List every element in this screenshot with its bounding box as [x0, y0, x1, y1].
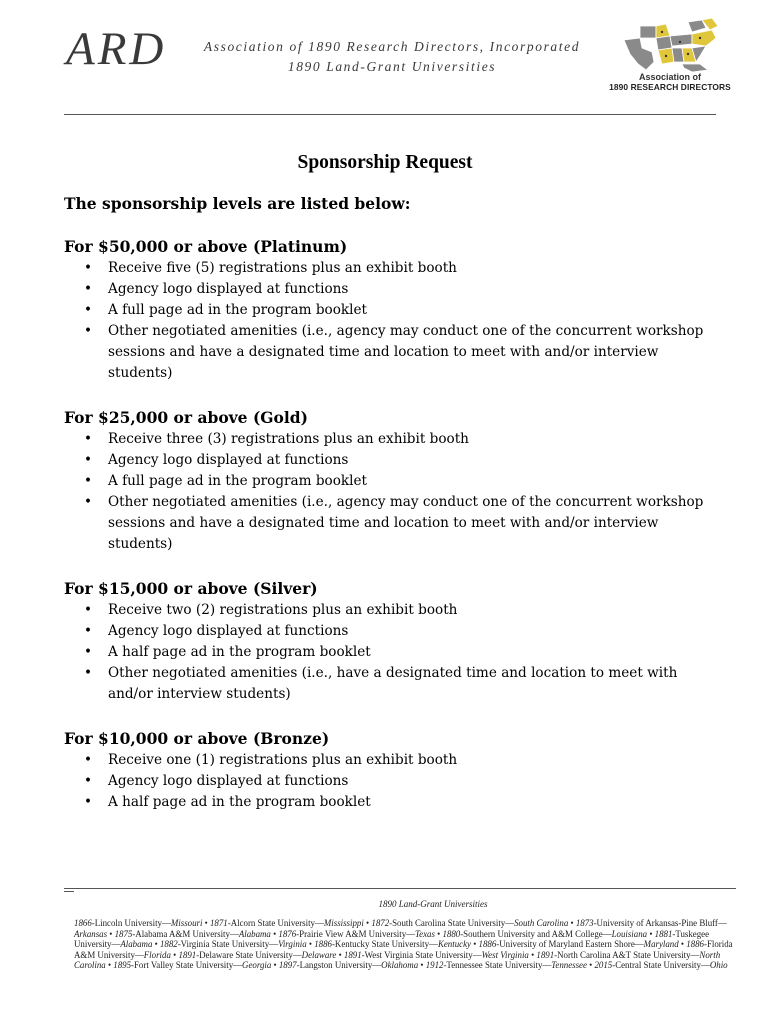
benefit-list — [64, 429, 704, 555]
benefit-item: • Agency logo displayed at functions — [64, 771, 704, 792]
university-state: Texas — [415, 928, 435, 939]
university-entry — [115, 929, 271, 939]
university-entry — [314, 939, 471, 949]
university-state: South Carolina — [514, 918, 569, 928]
university-name: -Kentucky State University— — [331, 939, 438, 950]
footer-divider — [64, 888, 736, 889]
benefit-item: • Other negotiated amenities (i.e., agency may conduct one of the concurrent workshop sessions and have a designated time and location to meet with and/or interview students) — [64, 321, 704, 384]
southern-states-map-icon — [622, 18, 722, 72]
benefit-item: • Receive one (1) registrations plus an exhibit booth — [64, 750, 704, 771]
intro-text: The sponsorship levels are listed below: — [64, 194, 411, 213]
university-entry — [113, 960, 271, 970]
university-year: 1880 — [442, 928, 461, 939]
map-campus-dot — [687, 53, 689, 55]
university-year: 1886 — [686, 939, 704, 950]
university-state: Tennessee — [551, 960, 587, 971]
map-campus-dot — [699, 37, 701, 39]
tier-heading: For $25,000 or above (Gold) — [64, 408, 308, 427]
university-name: -Tennessee State University— — [443, 960, 552, 971]
university-year: 1886 — [478, 939, 497, 950]
university-year: 1891 — [343, 949, 362, 960]
header-divider — [64, 114, 716, 115]
association-logo — [600, 18, 740, 96]
footer-title: 1890 Land-Grant Universities — [378, 899, 488, 909]
university-state: Georgia — [242, 960, 272, 971]
map-campus-dot — [661, 31, 663, 33]
university-name: -Southern University and A&M College— — [460, 928, 612, 939]
association-line-2: 1890 Land-Grant Universities — [287, 59, 497, 74]
tier-bronze — [64, 728, 704, 813]
logo-text-top: Association of — [638, 72, 701, 82]
ard-wordmark: ARD — [66, 23, 167, 75]
university-year: 1876 — [278, 928, 297, 939]
university-entry — [594, 960, 727, 970]
tier-heading: For $15,000 or above (Silver) — [64, 579, 318, 598]
university-entry — [426, 960, 587, 970]
university-name: -Alcorn State University— — [227, 918, 324, 928]
university-state: West Virginia — [481, 949, 529, 960]
university-entry — [278, 929, 435, 939]
benefit-list — [64, 258, 704, 384]
university-entry — [442, 929, 647, 939]
university-state: Oklahoma — [381, 960, 419, 971]
benefit-item: • Receive five (5) registrations plus an exhibit booth — [64, 258, 704, 279]
university-entry — [178, 950, 336, 960]
benefit-item: • Agency logo displayed at functions — [64, 450, 704, 471]
university-year: 1871 — [209, 918, 228, 928]
university-name: -Langston University— — [296, 960, 382, 971]
map-campus-dot — [679, 41, 681, 43]
university-name: -University of Arkansas-Pine Bluff— — [593, 918, 727, 928]
university-name: -North Carolina A&T State University— — [554, 949, 700, 960]
tier-heading: For $10,000 or above (Bronze) — [64, 729, 330, 748]
benefit-item: • A full page ad in the program booklet — [64, 300, 704, 321]
university-state: Delaware — [301, 949, 337, 960]
university-year: 1881 — [654, 928, 673, 939]
benefit-item: • A full page ad in the program booklet — [64, 471, 704, 492]
benefit-item: • Agency logo displayed at functions — [64, 279, 704, 300]
map-state-shape — [640, 26, 656, 38]
university-state: Virginia — [278, 939, 307, 950]
university-state: Kentucky — [437, 939, 471, 950]
university-state: Louisiana — [611, 928, 648, 939]
university-year: 1866 — [74, 918, 92, 928]
university-name: -Central State University— — [612, 960, 710, 971]
association-line-1: Association of 1890 Research Directors, Incorporated — [203, 39, 581, 54]
university-entry — [479, 939, 679, 949]
university-name: -Tuskegee University— — [74, 928, 710, 950]
tier-heading: For $50,000 or above (Platinum) — [64, 237, 348, 256]
benefit-item: • Receive two (2) registrations plus an exhibit booth — [64, 600, 704, 621]
tier-silver — [64, 578, 704, 705]
university-list: 1866-Lincoln University—Missouri • 1871-Alcorn State University—Mississippi • 1872-South Carolina State University—South Carolina • 1873-University of Arkansas-Pine Bluff—Arkansas • 1875-Alabama A&M University—Alabama • 1876-Prairie View A&M University—Texas • 1880-Southern University and A&M College—Louisiana • 1881-Tuskegee University—Alabama • 1882-Virginia State University—Virginia • 1886-Kentucky State University—Kentucky • 1886-University of Maryland Eastern Shore—Maryland • 1886-Florida A&M University—Florida • 1891-Delaware State University—Delaware • 1891-West Virginia State University—West Virginia • 1891-North Carolina A&T State University—North Carolina • 1895-Fort Valley State University—Georgia • 1897-Langston University—Oklahoma • 1912-Tennessee State University—Tennessee • 2015-Central State University—Ohio — [74, 918, 733, 971]
map-state-shape — [656, 36, 672, 50]
benefit-item: • Other negotiated amenities (i.e., agency may conduct one of the concurrent workshop sessions and have a designated time and location to meet with and/or interview students) — [64, 492, 704, 555]
benefit-item: • Agency logo displayed at functions — [64, 621, 704, 642]
university-state: Missouri — [170, 918, 203, 928]
university-name: -West Virginia State University— — [361, 949, 482, 960]
university-year: 1872 — [371, 918, 390, 928]
university-year: 1882 — [159, 939, 178, 950]
map-state-shape — [692, 30, 716, 46]
university-name: -Florida A&M University— — [74, 939, 733, 960]
university-year: 1895 — [113, 960, 132, 971]
university-name: -Fort Valley State University— — [131, 960, 243, 971]
university-year: 1897 — [278, 960, 297, 971]
university-state: Maryland — [643, 939, 679, 950]
university-name: -University of Maryland Eastern Shore— — [496, 939, 644, 950]
university-name: -Alabama A&M University— — [132, 928, 239, 939]
university-year: 1891 — [536, 949, 555, 960]
university-year: 1873 — [575, 918, 594, 928]
logo-text-bottom: 1890 RESEARCH DIRECTORS — [609, 82, 731, 92]
university-year: 1891 — [178, 949, 197, 960]
university-year: 1886 — [314, 939, 332, 950]
benefit-item: • Receive three (3) registrations plus an exhibit booth — [64, 429, 704, 450]
university-entry — [210, 918, 364, 928]
benefit-item: • Other negotiated amenities (i.e., have a designated time and location to meet with and/or interview students) — [64, 663, 704, 705]
university-year: 1912 — [425, 960, 444, 971]
university-state: Alabama — [238, 928, 271, 939]
map-campus-dot — [665, 55, 667, 57]
university-entry — [74, 918, 202, 928]
benefit-list — [64, 600, 704, 705]
university-state: Florida — [143, 949, 171, 960]
university-state: Alabama — [120, 939, 153, 950]
university-entry — [279, 960, 418, 970]
university-name: -Prairie View A&M University— — [296, 928, 416, 939]
university-name: -Delaware State University— — [196, 949, 302, 960]
map-state-shape — [682, 64, 708, 72]
tier-platinum — [64, 236, 704, 384]
benefit-item: • A half page ad in the program booklet — [64, 792, 704, 813]
university-state: Ohio — [709, 960, 728, 971]
benefit-list — [64, 750, 704, 813]
university-name: -Virginia State University— — [177, 939, 279, 950]
page-title: Sponsorship Request — [297, 152, 473, 173]
university-entry — [344, 950, 529, 960]
map-state-shape — [624, 38, 654, 70]
map-state-shape — [670, 34, 692, 46]
benefit-item: • A half page ad in the program booklet — [64, 642, 704, 663]
university-year: 1875 — [114, 928, 133, 939]
university-entry — [371, 918, 568, 928]
university-year: 2015 — [594, 960, 613, 971]
footer-dash — [64, 891, 74, 892]
university-entry — [160, 939, 307, 949]
university-name: -South Carolina State University— — [389, 918, 515, 928]
university-state: North Carolina — [74, 949, 721, 971]
tier-gold — [64, 407, 704, 555]
university-state: Mississippi — [323, 918, 364, 928]
association-name — [196, 37, 588, 77]
university-state: Arkansas — [74, 928, 108, 939]
university-name: -Lincoln University— — [91, 918, 171, 928]
